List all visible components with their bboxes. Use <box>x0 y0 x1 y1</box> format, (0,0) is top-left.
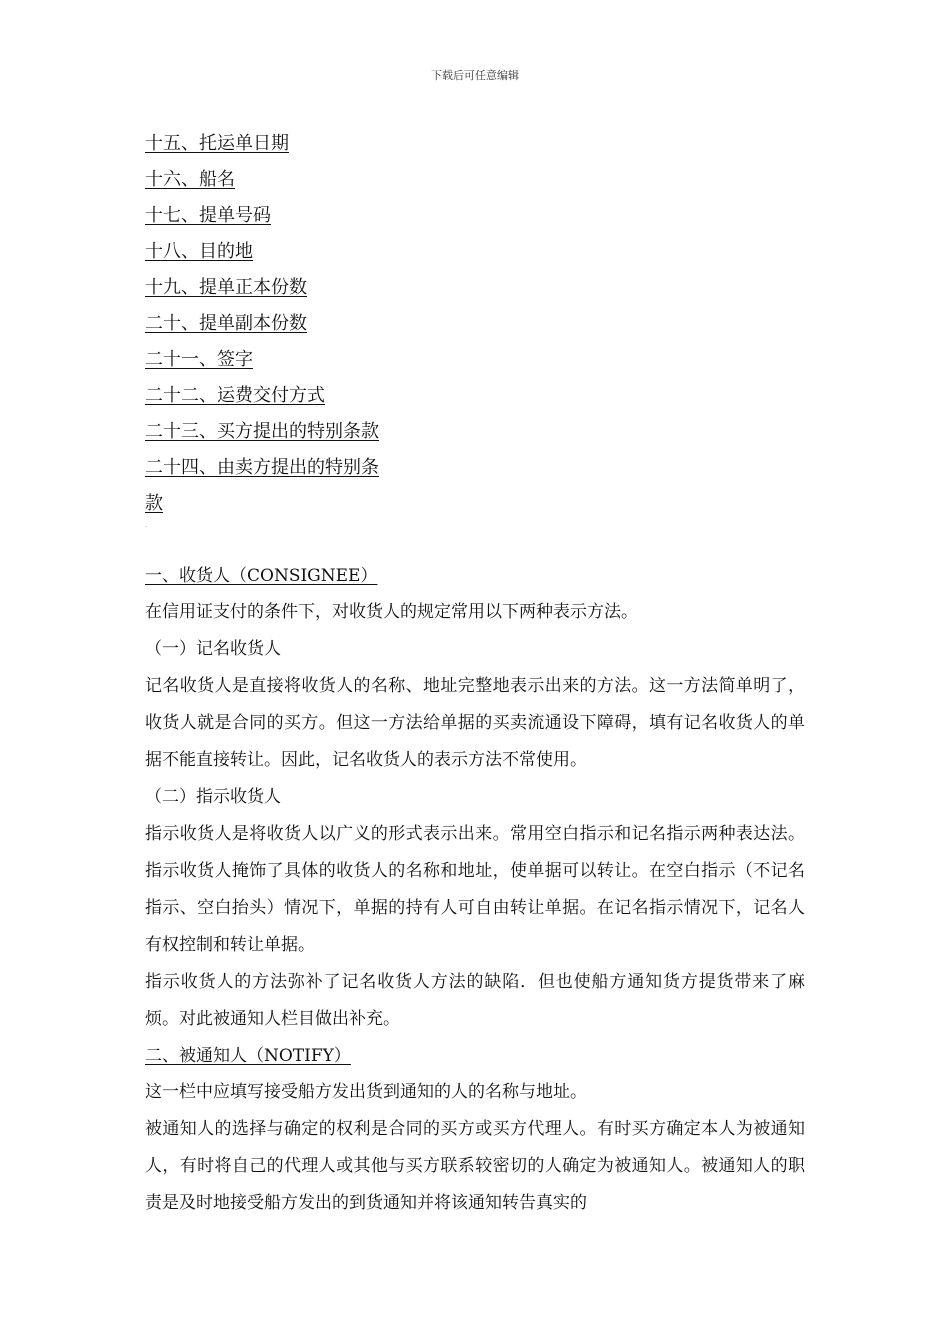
toc-item <box>145 198 805 234</box>
paragraph: 这一栏中应填写接受船方发出货到通知的人的名称与地址。 <box>145 1082 587 1102</box>
section-heading-text: 二、被通知人（NOTIFY） <box>145 1046 351 1066</box>
toc-item-last-wrap <box>145 486 805 522</box>
toc-item <box>145 126 805 162</box>
toc-item <box>145 414 805 450</box>
toc-item-label-line2: 款 <box>145 493 163 514</box>
toc-item <box>145 306 805 342</box>
paragraph: 记名收货人是直接将收货人的名称、地址完整地表示出来的方法。这一方法简单明了，收货人就是合同的买方。但这一方法给单据的买卖流通设下障碍，填有记名收货人的单据不能直接转让。因此，记名收货人的表示方法不常使用。 <box>145 676 805 770</box>
section-heading <box>145 558 805 594</box>
toc-item-label-line1: 二十四、由卖方提出的特别条 <box>145 457 379 478</box>
subheading: （二）指示收货人 <box>145 787 281 807</box>
spacer <box>145 532 805 558</box>
toc-item-label: 十六、船名 <box>145 169 235 190</box>
subheading: （一）记名收货人 <box>145 639 281 659</box>
toc-list <box>145 126 805 522</box>
section-notify <box>145 1038 805 1222</box>
toc-item <box>145 162 805 198</box>
toc-item-last <box>145 450 805 486</box>
toc-item-label: 二十三、买方提出的特别条款 <box>145 421 379 442</box>
toc-item-label: 二十二、运费交付方式 <box>145 385 325 406</box>
toc-item-label: 十五、托运单日期 <box>145 133 289 154</box>
toc-item <box>145 342 805 378</box>
paragraph: 指示收货人的方法弥补了记名收货人方法的缺陷．但也使船方通知货方提货带来了麻烦。对此被通知人栏目做出补充。 <box>145 972 805 1029</box>
toc-item-label: 十九、提单正本份数 <box>145 277 307 298</box>
toc-item-label: 二十一、签字 <box>145 349 253 370</box>
toc-item-label: 二十、提单副本份数 <box>145 313 307 334</box>
section-heading <box>145 1038 805 1074</box>
paragraph: 被通知人的选择与确定的权利是合同的买方或买方代理人。有时买方确定本人为被通知人，有时将自己的代理人或其他与买方联系较密切的人确定为被通知人。被通知人的职责是及时地接受船方发出的到货通知并将该通知转告真实的 <box>145 1119 805 1213</box>
paragraph: 在信用证支付的条件下，对收货人的规定常用以下两种表示方法。 <box>145 602 638 622</box>
stray-mark: · <box>145 523 148 531</box>
toc-item <box>145 234 805 270</box>
section-consignee <box>145 558 805 1038</box>
toc-item-label: 十七、提单号码 <box>145 205 271 226</box>
page-header: 下载后可任意编辑 <box>431 69 519 82</box>
toc-item-label: 十八、目的地 <box>145 241 253 262</box>
paragraph: 指示收货人是将收货人以广义的形式表示出来。常用空白指示和记名指示两种表达法。指示收货人掩饰了具体的收货人的名称和地址，使单据可以转让。在空白指示（不记名指示、空白抬头）情况下，单据的持有人可自由转让单据。在记名指示情况下，记名人有权控制和转让单据。 <box>145 824 805 955</box>
section-heading-text: 一、收货人（CONSIGNEE） <box>145 566 378 586</box>
toc-item <box>145 270 805 306</box>
toc-item <box>145 378 805 414</box>
document-body <box>145 126 805 1222</box>
